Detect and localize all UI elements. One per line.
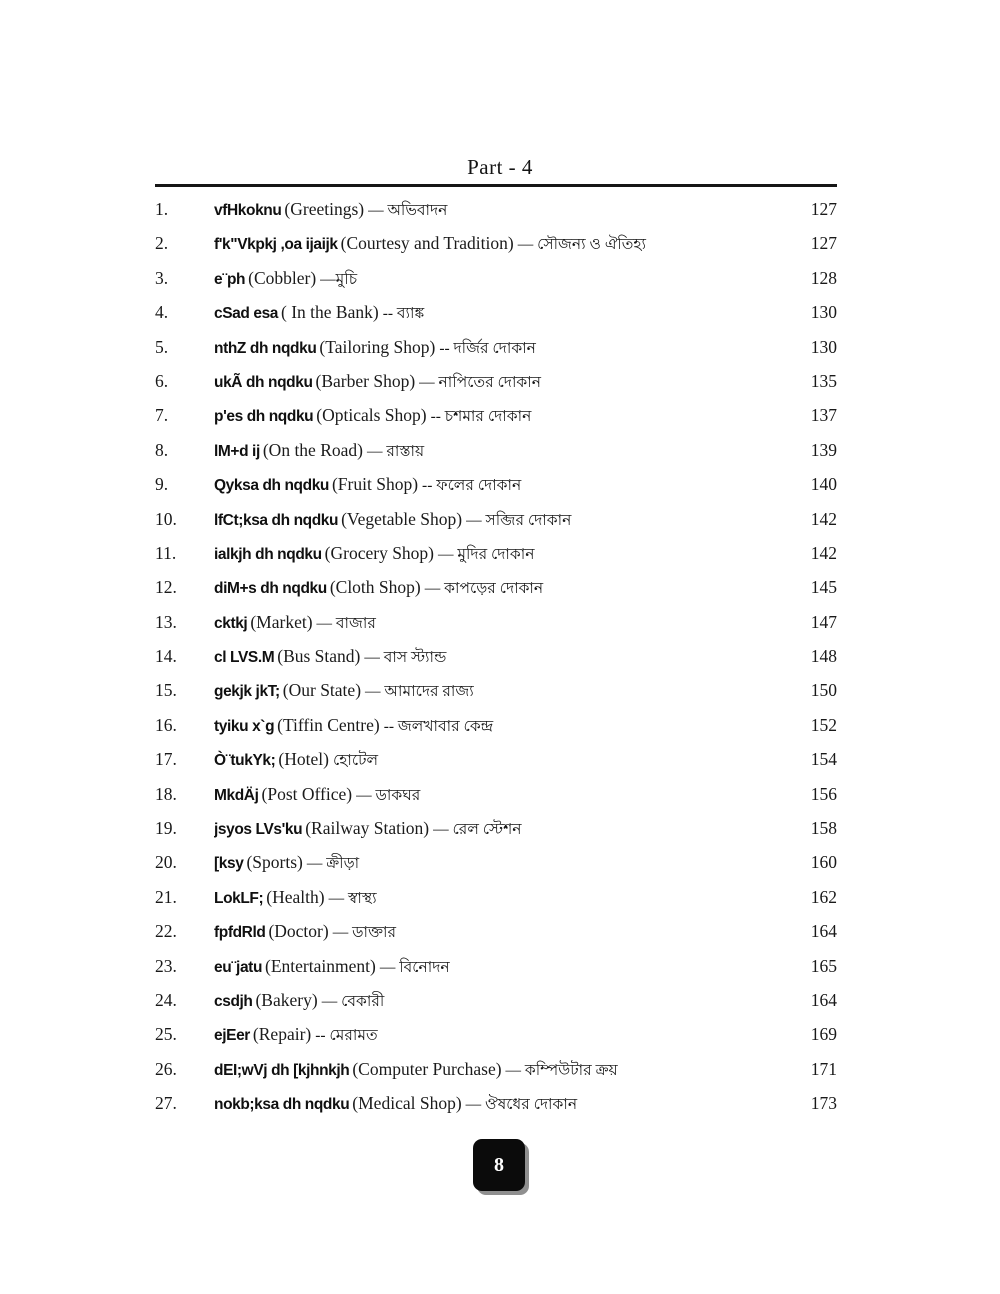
entry-page-number: 160 — [810, 852, 837, 873]
entry-hindi-title: cSad esa — [214, 305, 279, 323]
entry-bengali-title: — সৌজন্য ও ঐতিহ্য — [517, 236, 646, 254]
entry-number: 27. — [155, 1093, 177, 1114]
entry-page-number: 158 — [810, 818, 837, 839]
toc-entry — [155, 817, 837, 851]
entry-number: 7. — [155, 405, 169, 426]
entry-number: 5. — [155, 336, 169, 357]
entry-text — [214, 1023, 811, 1049]
entry-page-number: 147 — [810, 611, 837, 632]
toc-entry — [155, 714, 837, 748]
toc-entry — [155, 576, 837, 610]
toc-entry — [155, 439, 837, 473]
entry-number: 25. — [155, 1024, 177, 1045]
toc-entry — [155, 473, 837, 507]
entry-page-number: 148 — [810, 646, 837, 667]
toc-entry — [155, 748, 837, 782]
entry-page-number: 142 — [810, 542, 837, 563]
entry-english-title: (Repair) — [252, 1024, 312, 1045]
entry-english-title: (Tiffin Centre) — [277, 714, 380, 735]
entry-text — [214, 920, 811, 946]
toc-entry — [155, 886, 837, 920]
entry-page-number: 128 — [810, 267, 837, 288]
entry-text — [214, 576, 811, 602]
entry-text — [214, 473, 811, 499]
entry-text — [214, 232, 811, 258]
entry-hindi-title: e¨ph — [214, 270, 246, 288]
entry-page-number: 127 — [810, 233, 837, 254]
entry-english-title: (Cobbler) — [248, 267, 317, 288]
entry-bengali-title: — ক্রীড়া — [306, 855, 360, 873]
entry-number: 6. — [155, 370, 169, 391]
entry-hindi-title: cl LVS.M — [214, 649, 275, 667]
entry-page-number: 137 — [810, 405, 837, 426]
entry-english-title: (On the Road) — [262, 439, 363, 460]
entry-english-title: (Medical Shop) — [352, 1093, 462, 1114]
entry-number: 21. — [155, 886, 177, 907]
entry-number: 23. — [155, 955, 177, 976]
entry-hindi-title: gekjk jkT; — [214, 683, 280, 701]
entry-page-number: 135 — [810, 370, 837, 391]
entry-number: 24. — [155, 989, 177, 1010]
entry-page-number: 139 — [810, 439, 837, 460]
toc-entry — [155, 267, 837, 301]
entry-text — [214, 267, 811, 293]
entry-number: 4. — [155, 302, 169, 323]
entry-text — [214, 748, 811, 774]
entry-text — [214, 508, 811, 534]
entry-bengali-title: -- জলখাবার কেন্দ্র — [383, 717, 494, 735]
entry-number: 9. — [155, 474, 169, 495]
entry-page-number: 156 — [810, 783, 837, 804]
toc-entry — [155, 1058, 837, 1092]
toc-entry — [155, 404, 837, 438]
entry-english-title: (Post Office) — [261, 783, 353, 804]
entry-text — [214, 989, 811, 1015]
entry-hindi-title: nthZ dh nqdku — [214, 339, 317, 357]
entry-text — [214, 783, 811, 809]
entry-bengali-title: — বেকারী — [321, 992, 385, 1010]
entry-page-number: 140 — [810, 474, 837, 495]
entry-bengali-title: — আমাদের রাজ্য — [365, 683, 474, 701]
toc-entry — [155, 955, 837, 989]
toc-entry — [155, 198, 837, 232]
entry-page-number: 173 — [810, 1093, 837, 1114]
entry-english-title: (Market) — [250, 611, 313, 632]
entry-hindi-title: diM+s dh nqdku — [214, 580, 327, 598]
entry-hindi-title: fpfdRld — [214, 924, 266, 942]
entry-number: 20. — [155, 852, 177, 873]
entry-number: 3. — [155, 267, 169, 288]
entry-bengali-title: — মুদির দোকান — [438, 545, 535, 563]
entry-english-title: (Hotel) — [278, 749, 329, 770]
entry-text — [214, 439, 811, 465]
entry-bengali-title: — সব্জির দোকান — [466, 511, 572, 529]
entry-bengali-title: — বিনোদন — [379, 958, 450, 976]
entry-hindi-title: jsyos LVs'ku — [214, 821, 303, 839]
entry-text — [214, 714, 811, 740]
entry-bengali-title: —মুচি — [320, 270, 358, 288]
entry-english-title: (Fruit Shop) — [331, 474, 419, 495]
entry-english-title: (Barber Shop) — [315, 370, 416, 391]
entry-english-title: ( In the Bank) — [281, 302, 379, 323]
entry-hindi-title: dEI;wVj dh [kjhnkjh — [214, 1061, 350, 1079]
entry-bengali-title: — বাস স্ট্যান্ড — [364, 649, 447, 667]
entry-number: 11. — [155, 542, 177, 563]
entry-hindi-title: eu¨jatu — [214, 958, 263, 976]
entry-bengali-title: -- মেরামত — [315, 1027, 378, 1045]
entry-bengali-title: -- দর্জির দোকান — [439, 339, 536, 357]
entry-text — [214, 886, 811, 912]
entry-bengali-title: -- ফলের দোকান — [422, 477, 522, 495]
entry-bengali-title: -- ব্যাঙ্ক — [382, 305, 425, 323]
entry-hindi-title: MkdÄj — [214, 786, 259, 804]
toc-entry — [155, 920, 837, 954]
entry-text — [214, 370, 811, 396]
entry-hindi-title: ukÃ dh nqdku — [214, 373, 313, 391]
toc-entry — [155, 1023, 837, 1057]
entry-page-number: 145 — [810, 577, 837, 598]
entry-hindi-title: [ksy — [214, 855, 244, 873]
entry-hindi-title: Qyksa dh nqdku — [214, 477, 329, 495]
entry-text — [214, 955, 811, 981]
entry-page-number: 130 — [810, 302, 837, 323]
entry-number: 13. — [155, 611, 177, 632]
entry-text — [214, 1058, 811, 1084]
entry-english-title: (Entertainment) — [265, 955, 376, 976]
entry-hindi-title: lM+d ij — [214, 442, 260, 460]
entry-text — [214, 679, 811, 705]
entry-number: 12. — [155, 577, 177, 598]
entry-bengali-title: হোটেল — [332, 752, 379, 770]
entry-number: 17. — [155, 749, 177, 770]
entry-hindi-title: lfCt;ksa dh nqdku — [214, 511, 339, 529]
toc-entry — [155, 336, 837, 370]
toc-entry — [155, 679, 837, 713]
toc-entry — [155, 1092, 837, 1126]
entry-number: 26. — [155, 1058, 177, 1079]
entry-number: 2. — [155, 233, 169, 254]
entry-number: 14. — [155, 646, 177, 667]
toc-entry — [155, 851, 837, 885]
entry-english-title: (Vegetable Shop) — [341, 508, 463, 529]
toc-entry — [155, 783, 837, 817]
entry-english-title: (Courtesy and Tradition) — [340, 233, 514, 254]
entry-page-number: 154 — [810, 749, 837, 770]
entry-bengali-title: — কম্পিউটার ক্রয় — [505, 1061, 618, 1079]
toc-entry — [155, 645, 837, 679]
entry-text — [214, 851, 811, 877]
entry-number: 16. — [155, 714, 177, 735]
entry-bengali-title: — ডাকঘর — [356, 786, 421, 804]
toc-entry — [155, 301, 837, 335]
header-rule — [155, 184, 837, 187]
toc-entry — [155, 370, 837, 404]
entry-english-title: (Bakery) — [255, 989, 318, 1010]
entry-hindi-title: vfHkoknu — [214, 202, 282, 219]
entry-page-number: 142 — [810, 508, 837, 529]
entry-text — [214, 611, 811, 637]
entry-page-number: 165 — [810, 955, 837, 976]
entry-number: 10. — [155, 508, 177, 529]
entry-english-title: (Tailoring Shop) — [319, 336, 436, 357]
page-number: 8 — [494, 1153, 504, 1176]
entry-bengali-title: — অভিবাদন — [368, 202, 448, 219]
entry-text — [214, 817, 811, 843]
entry-english-title: (Sports) — [246, 852, 303, 873]
entry-page-number: 150 — [810, 680, 837, 701]
entry-page-number: 164 — [810, 921, 837, 942]
entry-text — [214, 645, 811, 671]
entry-number: 1. — [155, 199, 169, 219]
entry-bengali-title: — কাপড়ের দোকান — [424, 580, 544, 598]
toc-list — [155, 198, 837, 1127]
entry-english-title: (Our State) — [282, 680, 362, 701]
toc-entry — [155, 611, 837, 645]
entry-english-title: (Computer Purchase) — [352, 1058, 502, 1079]
entry-page-number: 171 — [810, 1058, 837, 1079]
entry-text — [214, 404, 811, 430]
entry-number: 22. — [155, 921, 177, 942]
entry-number: 19. — [155, 818, 177, 839]
toc-entry — [155, 542, 837, 576]
page-title: Part - 4 — [467, 155, 533, 179]
entry-bengali-title: -- চশমার দোকান — [430, 408, 532, 426]
entry-hindi-title: tyiku x`g — [214, 717, 275, 735]
entry-hindi-title: nokb;ksa dh nqdku — [214, 1096, 350, 1114]
entry-english-title: (Cloth Shop) — [329, 577, 421, 598]
entry-english-title: (Health) — [266, 886, 325, 907]
entry-english-title: (Railway Station) — [305, 818, 430, 839]
entry-text — [214, 198, 811, 224]
toc-entry — [155, 508, 837, 542]
entry-hindi-title: f'k"Vkpkj ,oa ijaijk — [214, 236, 338, 254]
entry-text — [214, 542, 811, 568]
entry-english-title: (Greetings) — [284, 199, 365, 219]
entry-bengali-title: — ঔষধের দোকান — [465, 1096, 578, 1114]
entry-text — [214, 336, 811, 362]
entry-page-number: 130 — [810, 336, 837, 357]
entry-hindi-title: LokLF; — [214, 889, 264, 907]
entry-bengali-title: — ডাক্তার — [332, 924, 397, 942]
entry-page-number: 152 — [810, 714, 837, 735]
entry-hindi-title: p'es dh nqdku — [214, 408, 314, 426]
entry-english-title: (Bus Stand) — [277, 646, 361, 667]
entry-english-title: (Grocery Shop) — [324, 542, 435, 563]
entry-page-number: 169 — [810, 1024, 837, 1045]
entry-number: 15. — [155, 680, 177, 701]
entry-hindi-title: Ò¨tukYk; — [214, 752, 276, 770]
entry-page-number: 162 — [810, 886, 837, 907]
entry-bengali-title: — স্বাস্থ্য — [328, 889, 377, 907]
entry-number: 18. — [155, 783, 177, 804]
entry-hindi-title: csdjh — [214, 992, 253, 1010]
page-number-badge — [473, 1139, 525, 1191]
entry-number: 8. — [155, 439, 169, 460]
entry-english-title: (Doctor) — [268, 921, 329, 942]
entry-text — [214, 301, 811, 327]
entry-hindi-title: cktkj — [214, 614, 248, 632]
entry-bengali-title: — রাস্তায় — [366, 442, 425, 460]
entry-bengali-title: — বাজার — [316, 614, 376, 632]
entry-bengali-title: — রেল স্টেশন — [433, 821, 522, 839]
toc-entry — [155, 989, 837, 1023]
entry-hindi-title: ialkjh dh nqdku — [214, 545, 322, 563]
toc-entry — [155, 232, 837, 266]
entry-bengali-title: — নাপিতের দোকান — [419, 373, 542, 391]
entry-page-number: 164 — [810, 989, 837, 1010]
entry-page-number: 127 — [810, 199, 837, 219]
entry-hindi-title: ejEer — [214, 1027, 250, 1045]
entry-english-title: (Opticals Shop) — [316, 405, 427, 426]
entry-text — [214, 1092, 811, 1118]
